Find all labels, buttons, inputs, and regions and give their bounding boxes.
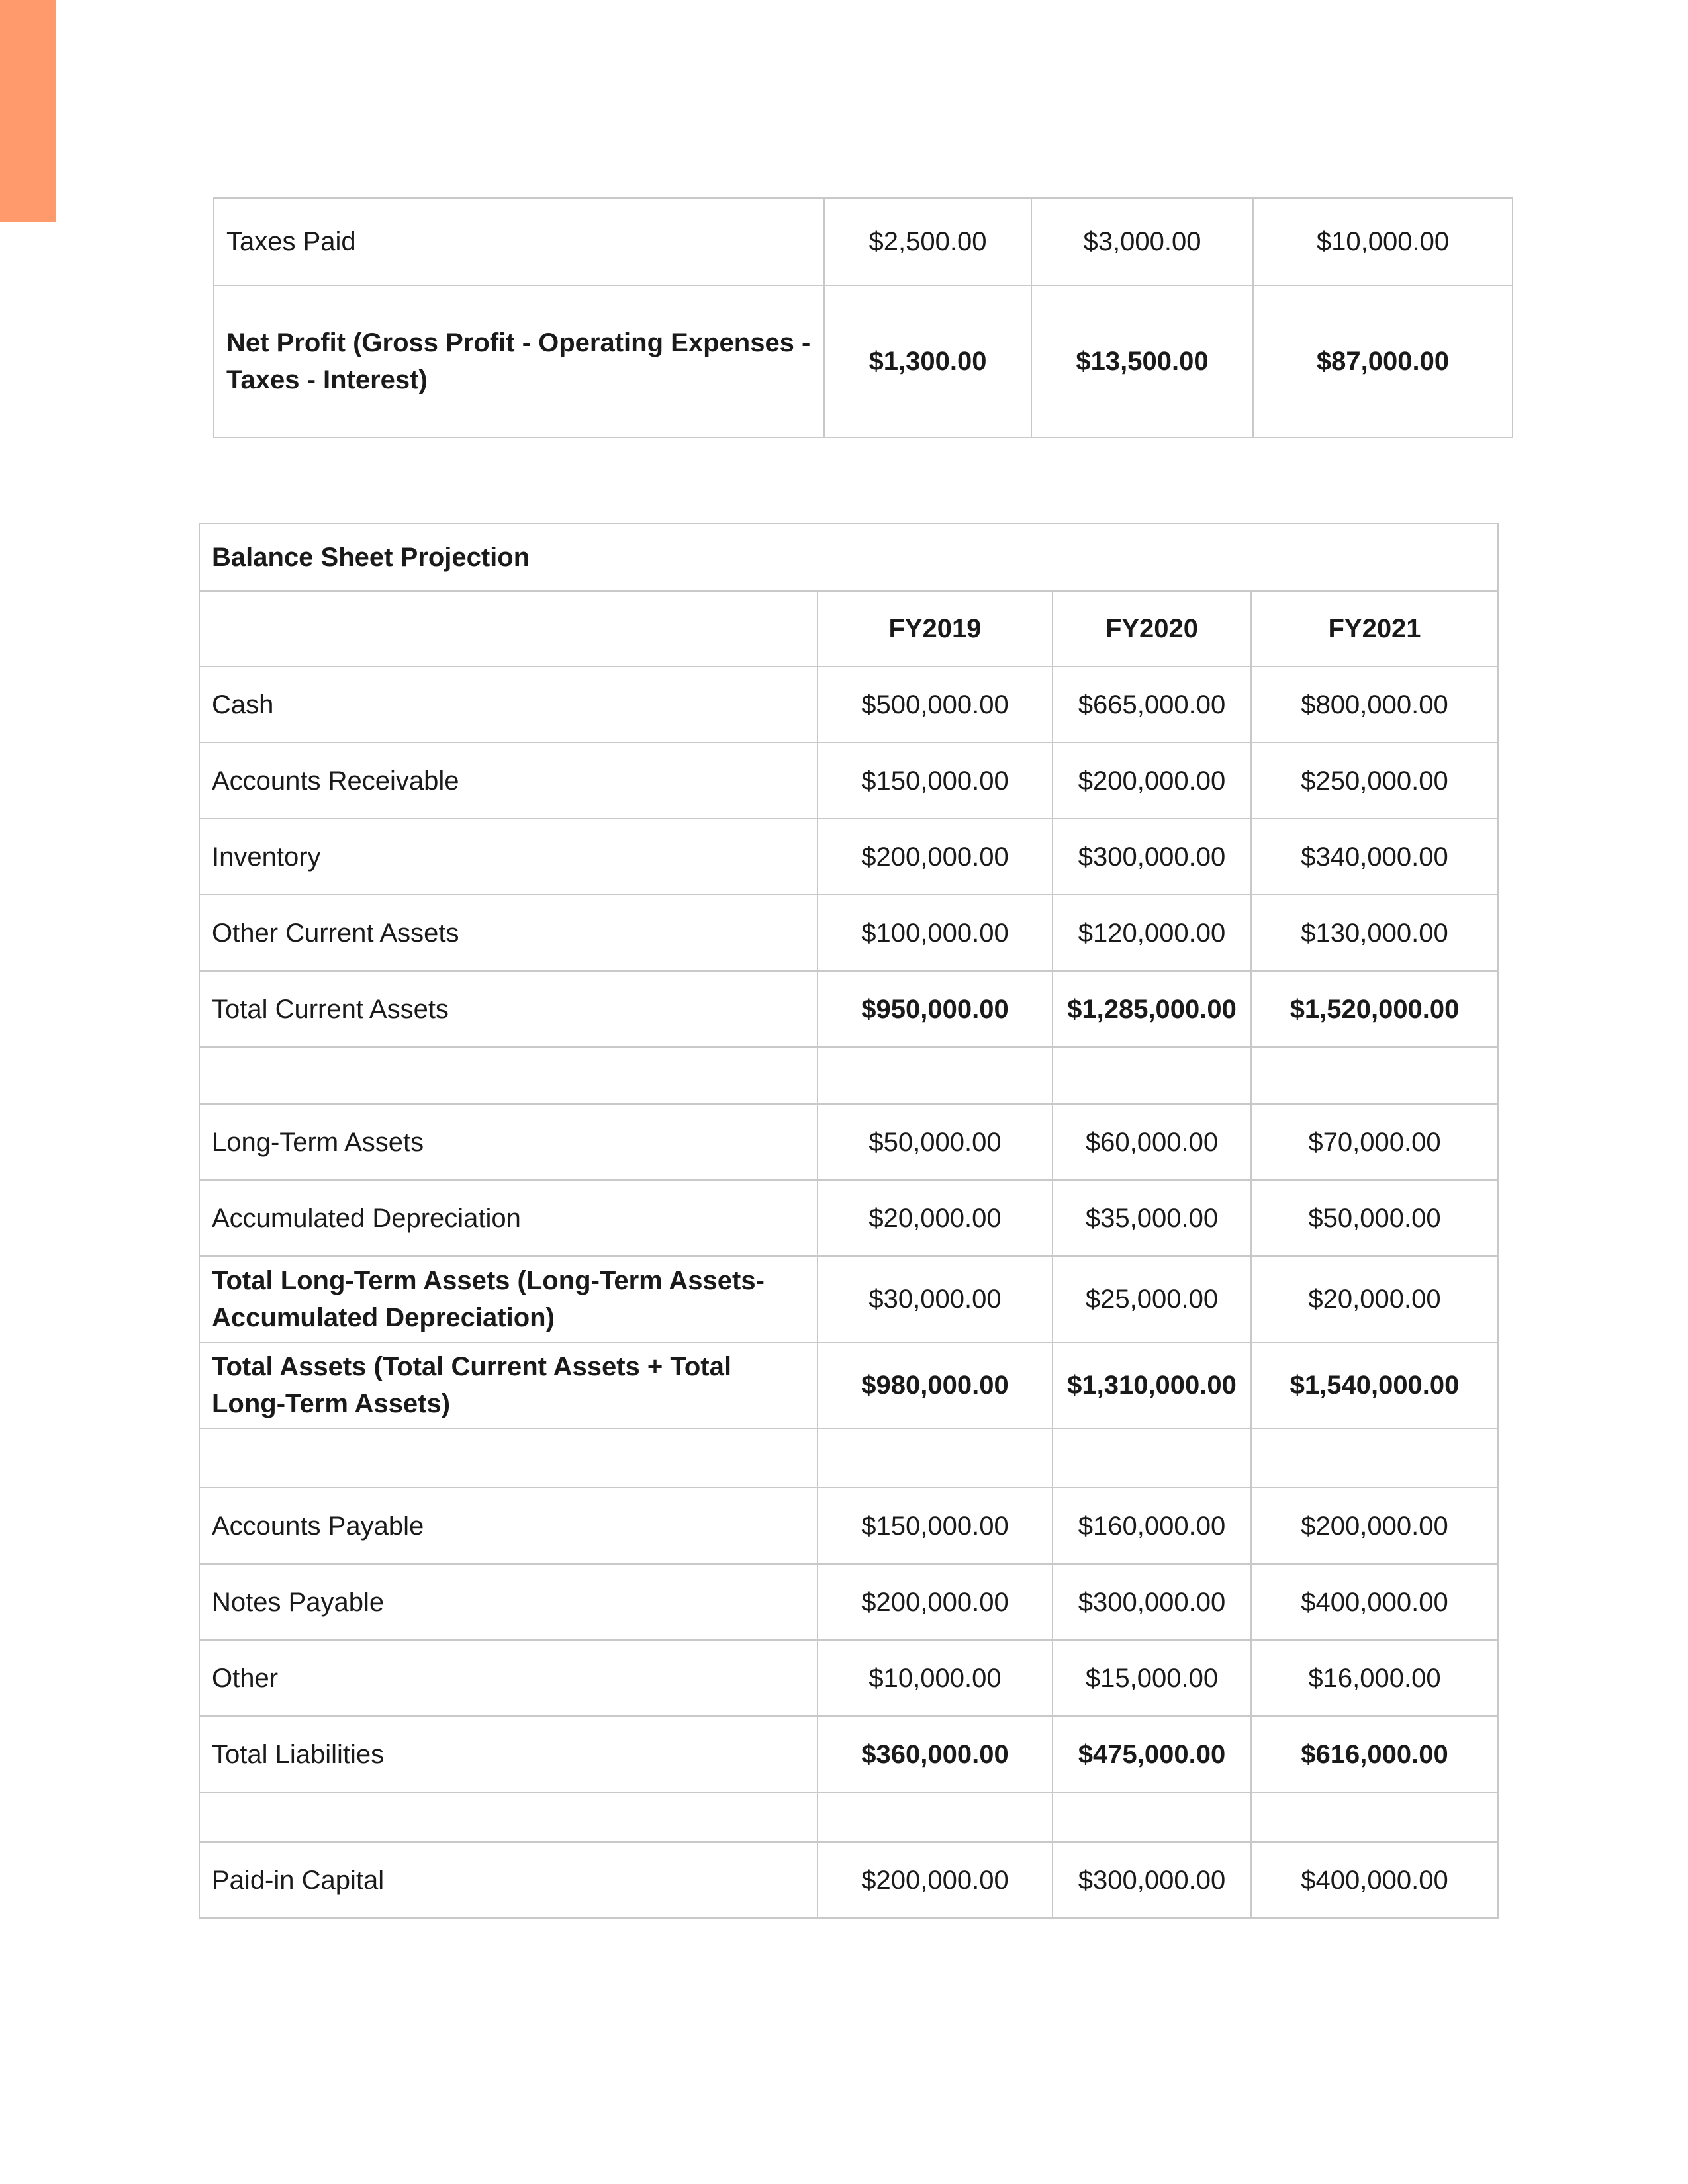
table-row: [199, 819, 1498, 895]
value-cell: $100,000.00: [818, 895, 1053, 971]
table-row: [199, 1256, 1498, 1342]
row-label: Paid-in Capital: [199, 1842, 818, 1918]
value-cell: $200,000.00: [818, 819, 1053, 895]
income-statement-table: [213, 197, 1513, 438]
row-label: Total Current Assets: [199, 971, 818, 1047]
value-cell: $87,000.00: [1253, 285, 1513, 437]
accent-bar: [0, 0, 56, 222]
value-cell: $160,000.00: [1053, 1488, 1251, 1564]
value-cell: [818, 1428, 1053, 1488]
value-cell: $250,000.00: [1251, 743, 1498, 819]
column-header: FY2019: [818, 591, 1053, 666]
value-cell: $50,000.00: [1251, 1180, 1498, 1256]
value-cell: [1053, 1792, 1251, 1842]
row-label: Total Liabilities: [199, 1716, 818, 1792]
value-cell: $200,000.00: [1251, 1488, 1498, 1564]
value-cell: $70,000.00: [1251, 1104, 1498, 1180]
row-label: [199, 1047, 818, 1104]
value-cell: $1,285,000.00: [1053, 971, 1251, 1047]
value-cell: $15,000.00: [1053, 1640, 1251, 1716]
row-label: Accounts Payable: [199, 1488, 818, 1564]
value-cell: $10,000.00: [1253, 198, 1513, 285]
table-row: [199, 1180, 1498, 1256]
value-cell: $1,520,000.00: [1251, 971, 1498, 1047]
table-title-row: [199, 523, 1498, 591]
value-cell: $800,000.00: [1251, 666, 1498, 743]
value-cell: $150,000.00: [818, 1488, 1053, 1564]
value-cell: [1053, 1047, 1251, 1104]
value-cell: [1251, 1428, 1498, 1488]
value-cell: $30,000.00: [818, 1256, 1053, 1342]
value-cell: $120,000.00: [1053, 895, 1251, 971]
value-cell: $35,000.00: [1053, 1180, 1251, 1256]
value-cell: $25,000.00: [1053, 1256, 1251, 1342]
table-row: [199, 1640, 1498, 1716]
value-cell: $130,000.00: [1251, 895, 1498, 971]
value-cell: $400,000.00: [1251, 1842, 1498, 1918]
value-cell: $200,000.00: [818, 1564, 1053, 1640]
value-cell: [1251, 1047, 1498, 1104]
value-cell: $500,000.00: [818, 666, 1053, 743]
value-cell: $360,000.00: [818, 1716, 1053, 1792]
table-row: [199, 1488, 1498, 1564]
row-label: Accumulated Depreciation: [199, 1180, 818, 1256]
value-cell: $340,000.00: [1251, 819, 1498, 895]
row-label: Total Long-Term Assets (Long-Term Assets-Accumulated Depreciation): [199, 1256, 818, 1342]
table-header-row: [199, 591, 1498, 666]
row-label: Net Profit (Gross Profit - Operating Expenses - Taxes - Interest): [214, 285, 824, 437]
table-row: [199, 1564, 1498, 1640]
balance-sheet-table: [199, 523, 1499, 1919]
value-cell: $150,000.00: [818, 743, 1053, 819]
row-label: [199, 1428, 818, 1488]
table-row: [199, 1842, 1498, 1918]
value-cell: $300,000.00: [1053, 1564, 1251, 1640]
table-row: [199, 1716, 1498, 1792]
column-header: FY2021: [1251, 591, 1498, 666]
table-row: [199, 743, 1498, 819]
value-cell: $616,000.00: [1251, 1716, 1498, 1792]
table-row: [199, 1428, 1498, 1488]
table-row: [199, 1104, 1498, 1180]
column-header: [199, 591, 818, 666]
table-row: [199, 1792, 1498, 1842]
row-label: [199, 1792, 818, 1842]
row-label: Other: [199, 1640, 818, 1716]
table-row: [199, 895, 1498, 971]
table-row: [199, 1047, 1498, 1104]
value-cell: $16,000.00: [1251, 1640, 1498, 1716]
row-label: Cash: [199, 666, 818, 743]
table-row: [199, 1342, 1498, 1428]
value-cell: $20,000.00: [818, 1180, 1053, 1256]
value-cell: $980,000.00: [818, 1342, 1053, 1428]
value-cell: $300,000.00: [1053, 1842, 1251, 1918]
value-cell: $665,000.00: [1053, 666, 1251, 743]
value-cell: $200,000.00: [818, 1842, 1053, 1918]
table-row: [214, 198, 1513, 285]
value-cell: $300,000.00: [1053, 819, 1251, 895]
value-cell: $3,000.00: [1031, 198, 1253, 285]
value-cell: [818, 1047, 1053, 1104]
row-label: Other Current Assets: [199, 895, 818, 971]
row-label: Taxes Paid: [214, 198, 824, 285]
table-title: Balance Sheet Projection: [199, 523, 1498, 591]
value-cell: $60,000.00: [1053, 1104, 1251, 1180]
row-label: Accounts Receivable: [199, 743, 818, 819]
column-header: FY2020: [1053, 591, 1251, 666]
value-cell: [1251, 1792, 1498, 1842]
value-cell: $200,000.00: [1053, 743, 1251, 819]
value-cell: $20,000.00: [1251, 1256, 1498, 1342]
value-cell: [818, 1792, 1053, 1842]
row-label: Inventory: [199, 819, 818, 895]
value-cell: $950,000.00: [818, 971, 1053, 1047]
value-cell: $475,000.00: [1053, 1716, 1251, 1792]
value-cell: $50,000.00: [818, 1104, 1053, 1180]
row-label: Long-Term Assets: [199, 1104, 818, 1180]
value-cell: [1053, 1428, 1251, 1488]
value-cell: $13,500.00: [1031, 285, 1253, 437]
value-cell: $1,310,000.00: [1053, 1342, 1251, 1428]
value-cell: $400,000.00: [1251, 1564, 1498, 1640]
value-cell: $2,500.00: [824, 198, 1031, 285]
table-row: [199, 971, 1498, 1047]
value-cell: $1,300.00: [824, 285, 1031, 437]
table-row: [199, 666, 1498, 743]
table-row: [214, 285, 1513, 437]
value-cell: $10,000.00: [818, 1640, 1053, 1716]
row-label: Total Assets (Total Current Assets + Total Long-Term Assets): [199, 1342, 818, 1428]
row-label: Notes Payable: [199, 1564, 818, 1640]
value-cell: $1,540,000.00: [1251, 1342, 1498, 1428]
